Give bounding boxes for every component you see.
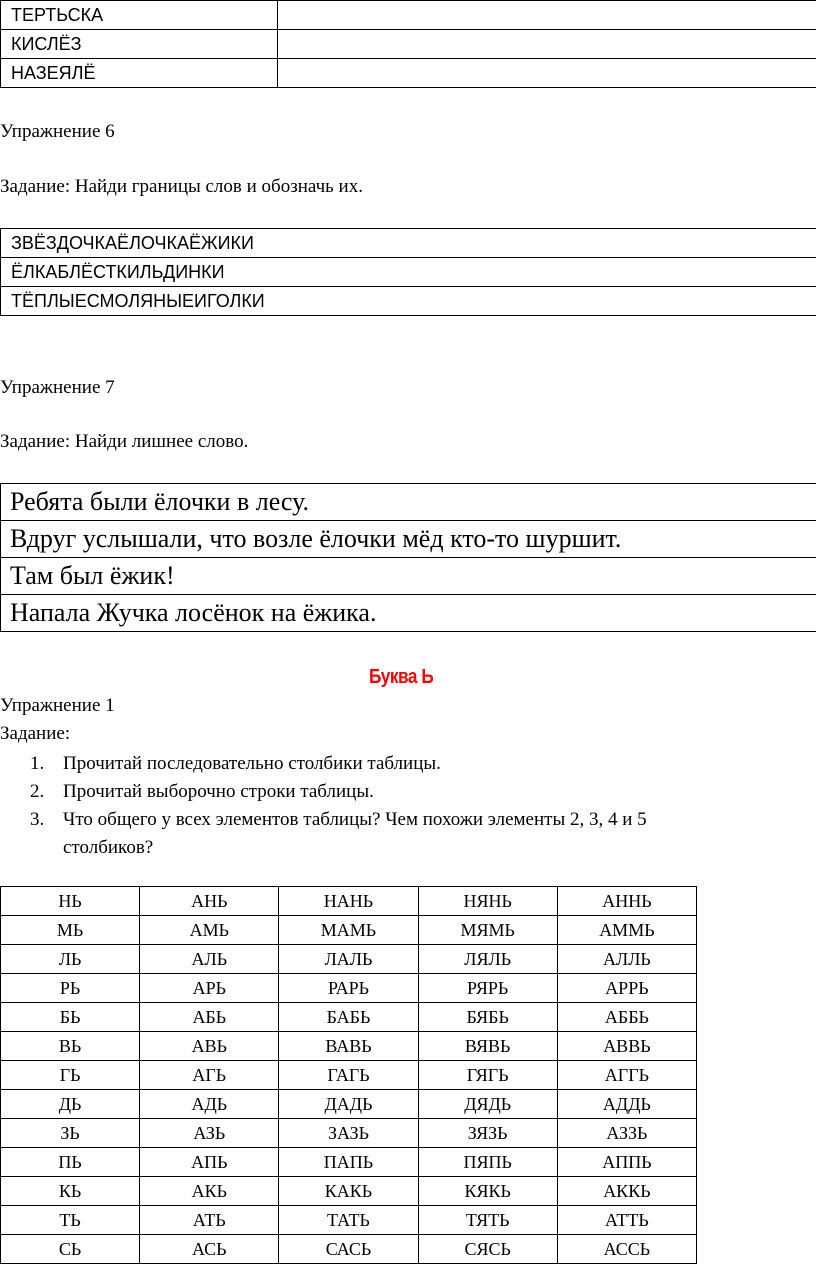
syllable-cell: ЗАЗЬ <box>279 1119 418 1148</box>
task-list <box>30 750 647 862</box>
syllable-cell: НЯНЬ <box>418 887 557 916</box>
sentences-table <box>0 483 816 632</box>
syllable-cell: ЗЬ <box>1 1119 140 1148</box>
syllable-cell: АССЬ <box>557 1235 696 1264</box>
table-row <box>1 1032 697 1061</box>
list-item <box>30 750 647 778</box>
syllable-table <box>0 886 697 1264</box>
syllable-cell: АРЬ <box>140 974 279 1003</box>
syllable-cell: ГЯГЬ <box>418 1061 557 1090</box>
syllable-cell: АРРЬ <box>557 974 696 1003</box>
syllable-cell: АПЬ <box>140 1148 279 1177</box>
answer-cell <box>278 59 816 88</box>
syllable-cell: КЯКЬ <box>418 1177 557 1206</box>
item-number: 1. <box>30 753 45 774</box>
syllable-cell: ВЬ <box>1 1032 140 1061</box>
table-row <box>1 30 816 59</box>
exercise7-title: Упражнение 7 <box>0 377 115 398</box>
item-number: 3. <box>30 809 45 830</box>
syllable-cell: ЗЯЗЬ <box>418 1119 557 1148</box>
item-text: столбиков? <box>63 837 154 858</box>
table-row <box>1 974 697 1003</box>
syllable-cell: ЛЯЛЬ <box>418 945 557 974</box>
syllable-cell: ДЯДЬ <box>418 1090 557 1119</box>
word-cell: ТЕРТЬСКА <box>1 1 278 30</box>
syllable-cell: НАНЬ <box>279 887 418 916</box>
syllable-cell: РЯРЬ <box>418 974 557 1003</box>
item-text: Что общего у всех элементов таблицы? Чем похожи элементы 2, 3, 4 и 5 <box>63 809 647 830</box>
word-boundaries-table <box>0 228 816 316</box>
syllable-cell: АЗЬ <box>140 1119 279 1148</box>
syllable-cell: АКЬ <box>140 1177 279 1206</box>
table-row <box>1 1206 697 1235</box>
exercise1-title: Упражнение 1 <box>0 695 115 716</box>
word-cell: НАЗЕЯЛЁ <box>1 59 278 88</box>
syllable-cell: ЛЬ <box>1 945 140 974</box>
table-row <box>1 595 816 632</box>
table-row <box>1 258 816 287</box>
syllable-cell: МЬ <box>1 916 140 945</box>
exercise6-title: Упражнение 6 <box>0 121 115 142</box>
syllable-cell: АММЬ <box>557 916 696 945</box>
syllable-cell: АГЬ <box>140 1061 279 1090</box>
table-row <box>1 1 816 30</box>
syllable-cell: ДЬ <box>1 1090 140 1119</box>
table-row <box>1 521 816 558</box>
syllable-cell: АЛЬ <box>140 945 279 974</box>
exercise6-task: Задание: Найди границы слов и обозначь их. <box>0 176 363 197</box>
table-row <box>1 1090 697 1119</box>
table-row <box>1 1003 697 1032</box>
syllable-cell: АББЬ <box>557 1003 696 1032</box>
syllable-cell: ТАТЬ <box>279 1206 418 1235</box>
item-text: Прочитай последовательно столбики таблицы. <box>63 753 441 774</box>
syllable-cell: АЗЗЬ <box>557 1119 696 1148</box>
syllable-cell: НЬ <box>1 887 140 916</box>
sentence-cell: Вдруг услышали, что возле ёлочки мёд кто-то шуршит. <box>1 521 816 558</box>
syllable-cell: АВЬ <box>140 1032 279 1061</box>
syllable-cell: ДАДЬ <box>279 1090 418 1119</box>
list-item <box>30 806 647 834</box>
table-row <box>1 1177 697 1206</box>
table-row <box>1 887 697 916</box>
syllable-cell: ТЬ <box>1 1206 140 1235</box>
table-row <box>1 945 697 974</box>
task-label: Задание: <box>0 723 71 744</box>
syllable-cell: РАРЬ <box>279 974 418 1003</box>
syllable-cell: СЯСЬ <box>418 1235 557 1264</box>
word-cell: КИСЛЁЗ <box>1 30 278 59</box>
syllable-cell: САСЬ <box>279 1235 418 1264</box>
syllable-cell: ПЯПЬ <box>418 1148 557 1177</box>
syllable-cell: ПАПЬ <box>279 1148 418 1177</box>
exercise7-task: Задание: Найди лишнее слово. <box>0 431 249 452</box>
letters-cell: ТЁПЛЫЕСМОЛЯНЫЕИГОЛКИ <box>1 287 816 316</box>
table-row <box>1 1119 697 1148</box>
syllable-cell: АДДЬ <box>557 1090 696 1119</box>
syllable-cell: ЛАЛЬ <box>279 945 418 974</box>
scrambled-words-table <box>0 0 816 88</box>
syllable-cell: РЬ <box>1 974 140 1003</box>
table-row <box>1 287 816 316</box>
syllable-cell: БАБЬ <box>279 1003 418 1032</box>
syllable-cell: ВЯВЬ <box>418 1032 557 1061</box>
table-row <box>1 1235 697 1264</box>
sentence-cell: Там был ёжик! <box>1 558 816 595</box>
syllable-cell: АЛЛЬ <box>557 945 696 974</box>
table-row <box>1 558 816 595</box>
sentence-cell: Ребята были ёлочки в лесу. <box>1 484 816 521</box>
table-row <box>1 59 816 88</box>
table-row <box>1 1148 697 1177</box>
syllable-cell: АННЬ <box>557 887 696 916</box>
table-row <box>1 916 697 945</box>
letters-cell: ЗВЁЗДОЧКАЁЛОЧКАЁЖИКИ <box>1 229 816 258</box>
syllable-cell: КАКЬ <box>279 1177 418 1206</box>
syllable-cell: АНЬ <box>140 887 279 916</box>
sentence-cell: Напала Жучка лосёнок на ёжика. <box>1 595 816 632</box>
syllable-cell: БЯБЬ <box>418 1003 557 1032</box>
item-text: Прочитай выборочно строки таблицы. <box>63 781 374 802</box>
section-heading: Буква Ь <box>369 666 434 688</box>
syllable-cell: АТЬ <box>140 1206 279 1235</box>
syllable-cell: МАМЬ <box>279 916 418 945</box>
syllable-cell: АГГЬ <box>557 1061 696 1090</box>
list-item-continuation <box>30 834 647 862</box>
syllable-cell: АВВЬ <box>557 1032 696 1061</box>
syllable-cell: АППЬ <box>557 1148 696 1177</box>
list-item <box>30 778 647 806</box>
syllable-cell: ТЯТЬ <box>418 1206 557 1235</box>
syllable-cell: ПЬ <box>1 1148 140 1177</box>
table-row <box>1 1061 697 1090</box>
syllable-cell: АТТЬ <box>557 1206 696 1235</box>
syllable-cell: МЯМЬ <box>418 916 557 945</box>
syllable-cell: АДЬ <box>140 1090 279 1119</box>
table-row <box>1 484 816 521</box>
syllable-cell: ВАВЬ <box>279 1032 418 1061</box>
answer-cell <box>278 30 816 59</box>
syllable-cell: БЬ <box>1 1003 140 1032</box>
answer-cell <box>278 1 816 30</box>
syllable-cell: АСЬ <box>140 1235 279 1264</box>
syllable-cell: АККЬ <box>557 1177 696 1206</box>
syllable-cell: СЬ <box>1 1235 140 1264</box>
table-row <box>1 229 816 258</box>
syllable-cell: АМЬ <box>140 916 279 945</box>
syllable-cell: ГЬ <box>1 1061 140 1090</box>
syllable-cell: КЬ <box>1 1177 140 1206</box>
letters-cell: ЁЛКАБЛЁСТКИЛЬДИНКИ <box>1 258 816 287</box>
syllable-cell: АБЬ <box>140 1003 279 1032</box>
item-number: 2. <box>30 781 45 802</box>
syllable-cell: ГАГЬ <box>279 1061 418 1090</box>
